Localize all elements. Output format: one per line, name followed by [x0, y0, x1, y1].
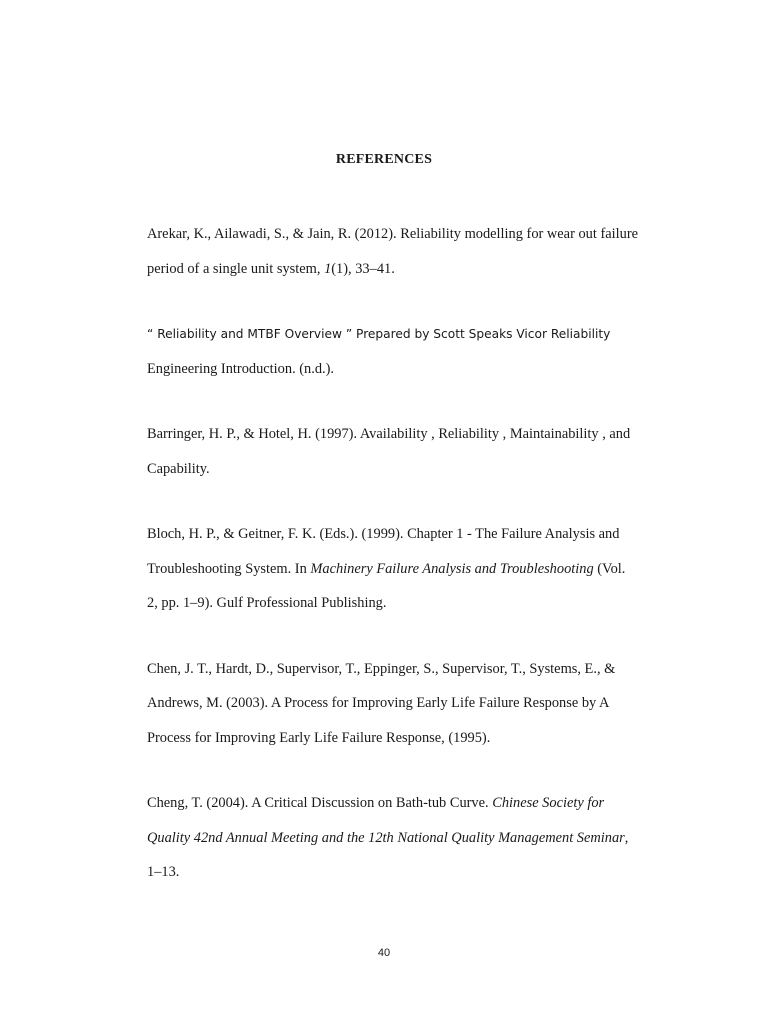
reference-line: Bloch, H. P., & Geitner, F. K. (Eds.). (1999). Chapter 1 - The Failure Analysis and — [147, 526, 620, 542]
reference-entry-cheng — [147, 786, 677, 890]
reference-line: Arekar, K., Ailawadi, S., & Jain, R. (2012). Reliability modelling for wear out failure — [147, 226, 638, 242]
reference-line: Process for Improving Early Life Failure Response, (1995). — [147, 729, 491, 746]
reference-entry-bloch — [147, 517, 677, 621]
reference-line: Barringer, H. P., & Hotel, H. (1997). Availability , Reliability , Maintainability , and — [147, 426, 631, 442]
reference-line: Chen, J. T., Hardt, D., Supervisor, T., Eppinger, S., Supervisor, T., Systems, E., & — [147, 660, 616, 677]
reference-entry-arekar — [147, 217, 677, 286]
book-title: Machinery Failure Analysis and Troubleshooting — [310, 560, 594, 577]
references-heading: REFERENCES — [335, 152, 433, 167]
page-number: 40 — [377, 947, 391, 959]
volume-number: 1 — [324, 260, 332, 277]
reference-line: Troubleshooting System. In Machinery Failure Analysis and Troubleshooting (Vol. — [147, 560, 626, 577]
reference-line: Andrews, M. (2003). A Process for Improving Early Life Failure Response by A — [147, 695, 610, 711]
reference-line: Quality 42nd Annual Meeting and the 12th National Quality Management Seminar, — [147, 829, 629, 846]
reference-line: “ Reliability and MTBF Overview ” Prepared by Scott Speaks Vicor Reliability — [147, 327, 611, 341]
reference-list — [147, 217, 677, 921]
journal-title: Quality 42nd Annual Meeting and the 12th National Quality Management Seminar — [147, 829, 625, 846]
reference-entry-barringer — [147, 417, 677, 486]
reference-entry-mtbf-overview — [147, 317, 677, 386]
reference-line: Cheng, T. (2004). A Critical Discussion on Bath-tub Curve. Chinese Society for — [147, 795, 605, 811]
journal-title: Chinese Society for — [492, 795, 605, 811]
reference-line: 2, pp. 1–9). Gulf Professional Publishing. — [147, 595, 387, 611]
reference-line: 1–13. — [147, 864, 180, 880]
reference-line: period of a single unit system, 1(1), 33–41. — [147, 260, 395, 277]
reference-line: Capability. — [147, 460, 210, 477]
reference-line: Engineering Introduction. (n.d.). — [147, 360, 335, 377]
reference-entry-chen — [147, 652, 677, 756]
